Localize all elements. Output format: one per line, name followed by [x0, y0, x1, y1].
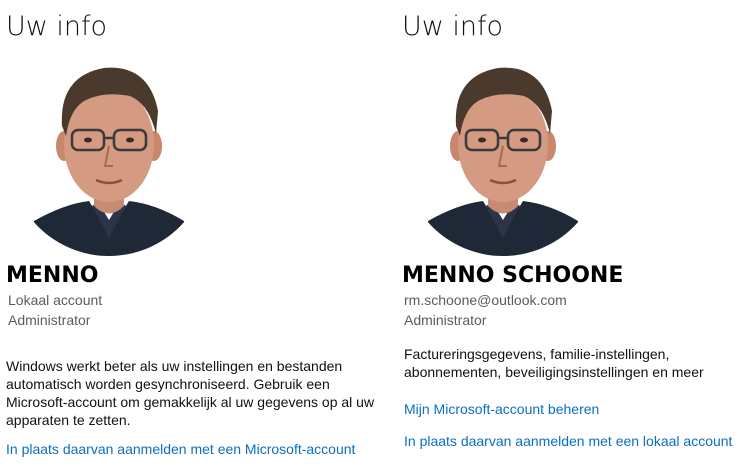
avatar — [428, 56, 578, 256]
page-title: Uw info — [402, 11, 504, 42]
page-title: Uw info — [6, 11, 108, 42]
account-role: Administrator — [8, 312, 91, 328]
account-email: rm.schoone@outlook.com — [404, 292, 567, 308]
account-role: Administrator — [404, 312, 487, 328]
account-type: Lokaal account — [8, 292, 103, 308]
sync-description: Windows werkt beter als uw instellingen en bestanden automatisch worden gesynchroniseerd. Gebruik een Microsoft-account om gemakkelijk al uw gegevens op al uw apparaten te zetten. — [6, 358, 375, 428]
sign-in-microsoft-account-link[interactable]: In plaats daarvan aanmelden met een Microsoft-account — [6, 441, 356, 457]
user-name: MENNO — [6, 263, 99, 288]
sign-in-local-account-link[interactable]: In plaats daarvan aanmelden met een lokaal account — [404, 433, 733, 449]
avatar-photo-icon — [34, 56, 184, 256]
avatar-photo-icon — [428, 56, 578, 256]
avatar — [34, 56, 184, 256]
account-features-description: Factureringsgegevens, familie-instellingen, abonnementen, beveiligingsinstellingen en meer — [404, 346, 704, 380]
manage-microsoft-account-link[interactable]: Mijn Microsoft-account beheren — [404, 401, 600, 417]
user-name: MENNO SCHOONE — [402, 263, 624, 288]
